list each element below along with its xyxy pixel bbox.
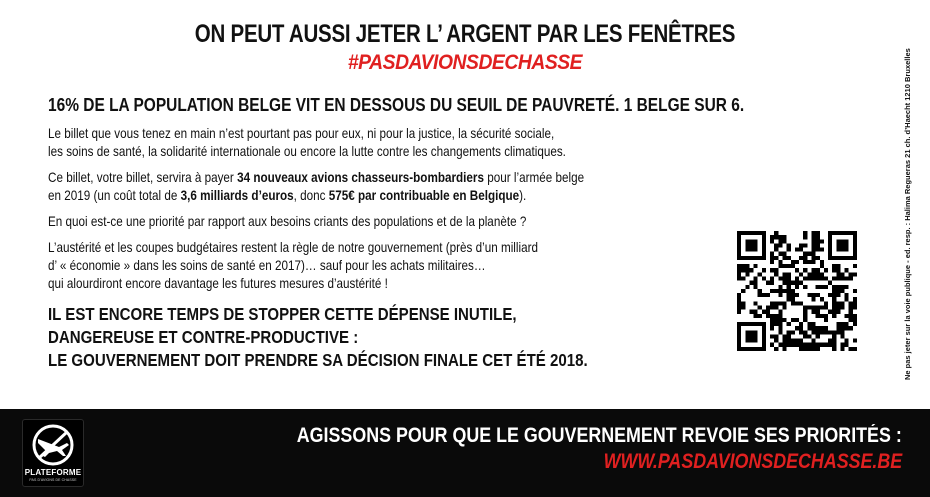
logo-subtitle: PAS D'AVIONS DE CHASSE (29, 478, 77, 482)
paragraph-question (48, 213, 667, 231)
paragraph-line: L’austérité et les coupes budgétaires restent la règle de notre gouvernement (près d’un milliard (48, 240, 538, 255)
qr-code-icon[interactable] (737, 231, 857, 351)
flyer-body (48, 94, 745, 372)
no-fighter-jet-icon (29, 423, 77, 467)
text-run: , donc (293, 188, 329, 203)
paragraph-line: Le billet que vous tenez en main n’est pourtant pas pour eux, ni pour la justice, la sécurité sociale, (48, 126, 555, 141)
website-link[interactable]: WWW.PASDAVIONSDECHASSE.BE (603, 450, 902, 473)
paragraph-billet (48, 125, 667, 161)
text-run: ). (519, 188, 527, 203)
text-run-bold: 3,6 milliards d’euros (180, 188, 294, 203)
text-run-bold: 34 nouveaux avions chasseurs-bombardiers (237, 170, 484, 185)
footer-bar (0, 409, 930, 497)
paragraph-line: les soins de santé, la solidarité internationale ou encore la lutte contre les changements climatiques. (48, 144, 566, 159)
paragraph-line (48, 169, 667, 187)
footer-slogan: AGISSONS POUR QUE LE GOUVERNEMENT REVOIE SES PRIORITÉS : (296, 424, 902, 447)
paragraph-avions (48, 169, 667, 205)
call-to-action (48, 303, 667, 372)
text-run: Ce billet, votre billet, servira à payer (48, 170, 238, 185)
paragraph-austerite (48, 239, 667, 293)
paragraph-line: d’ « économie » dans les soins de santé en 2017)… sauf pour les achats militaires… (48, 258, 486, 273)
text-run-bold: 575€ par contribuable en Belgique (328, 188, 520, 203)
flyer-title: ON PEUT AUSSI JETER L’ ARGENT PAR LES FENÊTRES (194, 20, 736, 48)
text-run: pour l’armée belge (483, 170, 585, 185)
hashtag: #PASDAVIONSDECHASSE (347, 51, 583, 74)
text-run: en 2019 (un coût total de (48, 188, 181, 203)
cta-line: LE GOUVERNEMENT DOIT PRENDRE SA DÉCISION FINALE CET ÉTÉ 2018. (48, 350, 588, 370)
paragraph-line: qui alourdiront encore davantage les futures mesures d’austérité ! (48, 276, 388, 291)
legal-notice (903, 50, 915, 380)
headline: 16% DE LA POPULATION BELGE VIT EN DESSOUS DU SEUIL DE PAUVRETÉ. 1 BELGE SUR 6. (48, 95, 745, 115)
cta-line: IL EST ENCORE TEMPS DE STOPPER CETTE DÉPENSE INUTILE, (48, 304, 517, 324)
paragraph-line (48, 187, 667, 205)
plateforme-logo[interactable] (22, 419, 84, 487)
legal-notice-text: Ne pas jeter sur la voie publique - ed. resp. : Halima Regueras 21 ch. d’Haecht 1210 Bruxelles (903, 48, 912, 380)
paragraph-line: En quoi est-ce une priorité par rapport aux besoins criants des populations et de la planète ? (48, 214, 527, 229)
cta-line: DANGEREUSE ET CONTRE-PRODUCTIVE : (48, 327, 359, 347)
logo-name: PLATEFORME (24, 468, 82, 477)
